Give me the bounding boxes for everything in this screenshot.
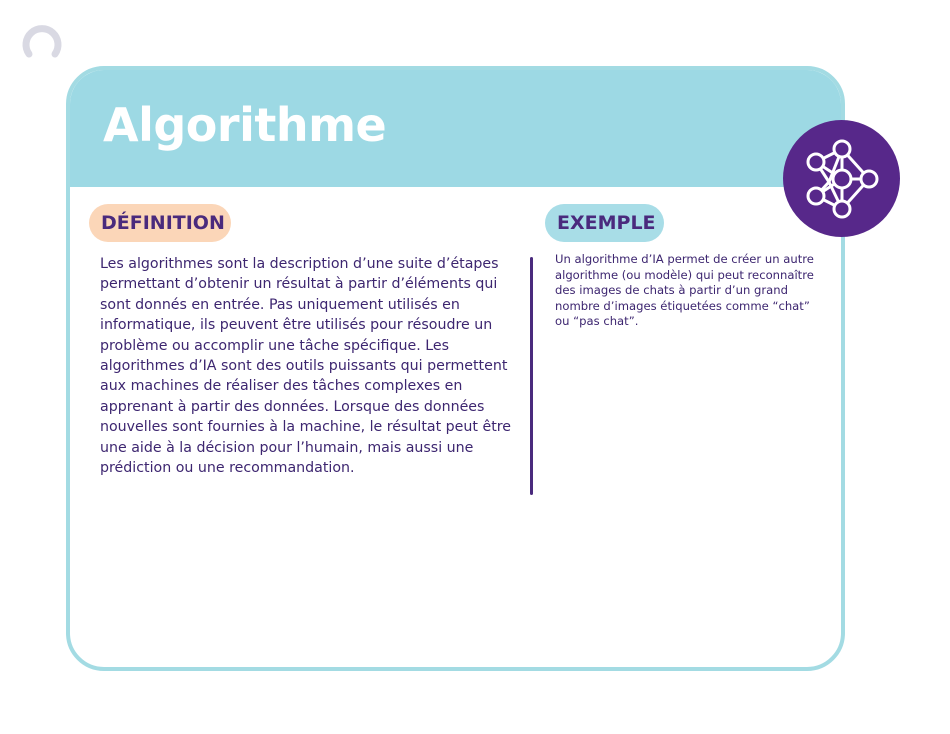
definition-text: Les algorithmes sont la description d’une suite d’étapes permettant d’obtenir un résultat à partir d’éléments qui sont donnés en entrée. Pas uniquement utilisés en informatique, ils peuvent être utilisés pour résoudre un problème ou accomplir une tâche spécifique. Les algorithmes d’IA sont des outils puissants qui permettent aux machines de réaliser des tâches complexes en apprenant à partir des données. Lorsque des données nouvelles sont fournies à la machine, le résultat peut être une aide à la décision pour l’humain, mais aussi une prédiction ou une recommandation. bbox=[100, 256, 512, 477]
card-header bbox=[70, 70, 841, 187]
example-text: Un algorithme d’IA permet de créer un autre algorithme (ou modèle) qui peut reconnaître des images de chats à partir d’un grand nombre d’images étiquetées comme “chat” ou “pas chat”. bbox=[555, 252, 814, 329]
column-divider bbox=[530, 257, 533, 495]
ring-logo-icon bbox=[19, 17, 65, 63]
card-title: Algorithme bbox=[103, 98, 387, 152]
definition-label: DÉFINITION bbox=[89, 204, 231, 242]
example-label: EXEMPLE bbox=[545, 204, 664, 242]
neural-network-icon bbox=[783, 120, 900, 237]
